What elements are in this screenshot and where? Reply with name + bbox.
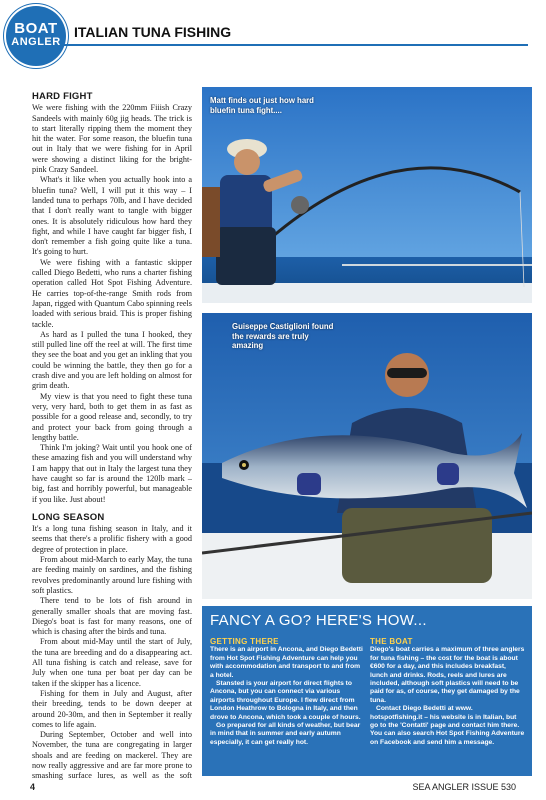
photo-angler-fighting-tuna [202, 87, 532, 303]
page-number: 4 [30, 782, 36, 792]
long-season-heading: LONG SEASON [32, 511, 105, 523]
photo-2-caption: Guiseppe Castiglioni found the rewards are truly amazing [232, 322, 334, 350]
photo-1-illustration [202, 87, 532, 303]
the-boat-column [370, 638, 525, 747]
info-paragraph: There is an airport in Ancona, and Diego Bedetti from Hot Spot Fishing Adventure can help you with accommodation and transport to and from a hotel. [210, 646, 363, 679]
info-paragraph: Contact Diego Bedetti at www. hotspotfishing.it – his website is in Italian, but go to the 'Contatti' page and contact him there. You can also search Hot Spot Fishing Adventure on Facebook and send him a message. [370, 705, 525, 746]
photo-1-caption: Matt finds out just how hard bluefin tuna fight.... [210, 96, 314, 115]
the-boat-heading: THE BOAT [370, 637, 413, 646]
logo-line-1: BOAT [14, 20, 58, 37]
article-paragraph: We were fishing with a fantastic skipper called Diego Bedetti, who runs a charter fishing operation called Hot Spot Fishing Adventure. He carries top-of-the-range Smith rods from Japan, rigged with Quantum Cabo spinning reels loaded with serious braid. This is proper fishing tackle. [32, 257, 192, 329]
info-box-title: FANCY A GO? HERE'S HOW... [210, 612, 427, 629]
article-paragraph: What's it like when you actually hook into a bluefin tuna? Well, I will put it this way – I landed tuna to perhaps 70lb, and I have decided that I don't really want to tangle with bigger ones. It is absolutely ridiculous how hard they fight, and while I have caught far bigger fish, I don't remember a fish going quite like a tuna. It's going to hurt. [32, 175, 192, 257]
getting-there-column [210, 638, 365, 747]
article-paragraph: There tend to be lots of fish around in generally smaller shoals that are moving fast. Diego's boat is fast for many reasons, one of which is chasing after the birds and tuna. [32, 596, 192, 637]
article-paragraph: From about mid-March to early May, the tuna are feeding mainly on sardines, and the fishing revolves predominantly around lure fishing with soft plastics. [32, 555, 192, 595]
getting-there-heading: GETTING THERE [210, 637, 279, 646]
section-title: ITALIAN TUNA FISHING [74, 24, 232, 40]
article-paragraph: Think I'm joking? Wait until you hook one of these amazing fish and you will understand why I am happy that out in Italy the largest tuna they have caught so far is around the 120lb mark – big, fast and horribly powerful, but manageable if you like. Just about! [32, 443, 192, 504]
boat-angler-logo [6, 6, 66, 66]
fancy-a-go-info-box [202, 606, 532, 776]
magazine-issue: SEA ANGLER ISSUE 530 [412, 782, 516, 792]
article-paragraph: My view is that you need to fight these tuna very, very hard, both to get them in as fast as possible for a good release and, secondly, to try and protect your back from going through a lengthy battle. [32, 391, 192, 442]
photo-2-illustration [202, 313, 532, 599]
article-paragraph: We were fishing with the 220mm Fiiish Crazy Sandeels with mainly 60g jig heads. The trick is to start literally ripping them the moment they hit the water. For some reason, the bluefin tuna out in Italy that we were fishing for in April were showing a distinct liking for the bright-pink Crazy Sandeel. [32, 103, 192, 175]
info-paragraph: Diego's boat carries a maximum of three anglers for tuna fishing – the cost for the boat is about €600 for a day, and this includes breakfast, lunch and drinks. Rods, reels and lures are included, although soft plastics will need to be paid for as, of course, they get damaged by the tuna. [370, 646, 525, 704]
photo-angler-holding-tuna [202, 313, 532, 599]
info-paragraph: Stansted is your airport for direct flights to Ancona, but you can connect via various airports throughout Europe. I flew direct from London Heathrow to Bologna in Italy, and then drove to Ancona, which took a couple of hours. [210, 680, 361, 721]
article-body [32, 92, 192, 782]
hard-fight-heading: HARD FIGHT [32, 92, 93, 102]
article-paragraph: Fishing for them in July and August, after their breeding, tends to be down deeper at around 20-30m, and then in September it really comes to life again. [32, 688, 192, 729]
header-divider [64, 44, 528, 46]
logo-line-2: ANGLER [11, 36, 61, 48]
article-paragraph: From about mid-May until the start of July, the tuna are breeding and do a disappearing act. All tuna fishing is catch and release, save for July when one tuna per boat per day can be taken if the skipper has a licence. [32, 637, 192, 688]
article-paragraph: It's a long tuna fishing season in Italy, and it seems that there's a prolific fishery with a good degree of protection in place. [32, 524, 192, 554]
info-paragraph: Go prepared for all kinds of weather, but bear in mind that in summer and early autumn especially, it can get really hot. [210, 722, 361, 746]
article-paragraph: During September, October and well into November, the tuna are congregating in larger shoals and are feeding on mackerel. They are now really aggressive and are far more prone to smashing surface lures, as well as the soft [32, 730, 192, 781]
article-paragraph: As hard as I pulled the tuna I hooked, they still pulled line off the reel at will. The first time they see the boat and you get an inkling that you could be winning the battle, they then go for a crash dive and you are left holding on almost for grim death. [32, 329, 192, 391]
